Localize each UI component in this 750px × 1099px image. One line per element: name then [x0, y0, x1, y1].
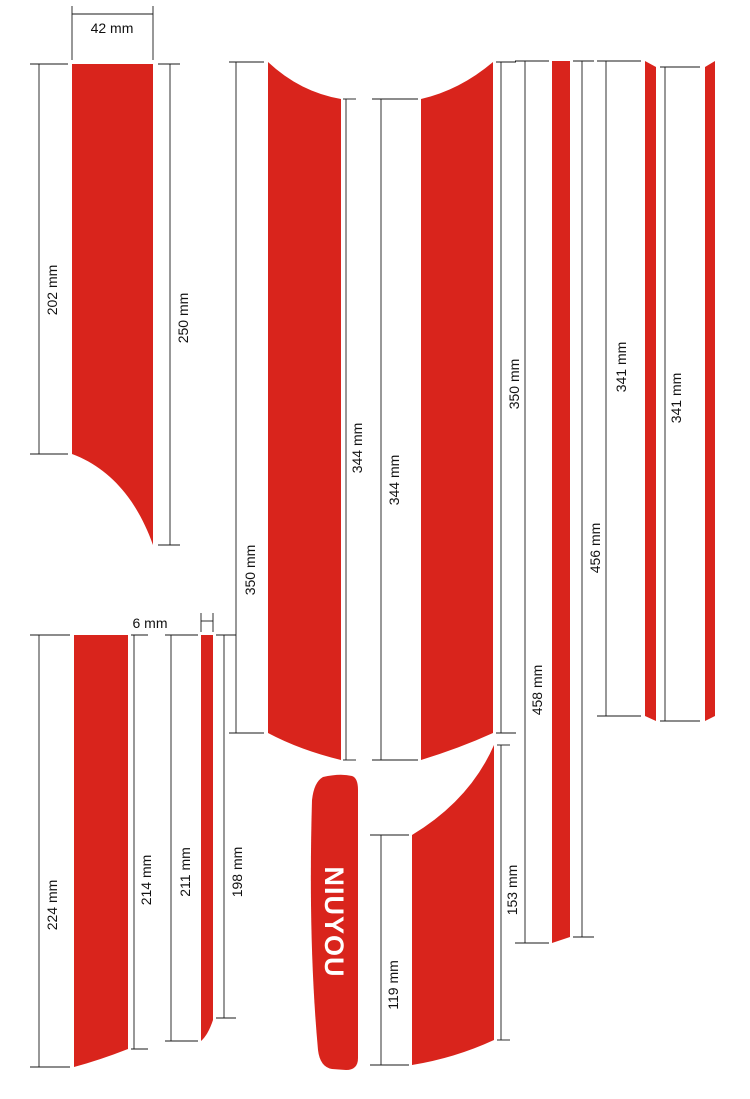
- dim-bottom-d: 198 mm: [229, 846, 245, 898]
- dim-bottom-c: 211 mm: [177, 847, 193, 897]
- decal-center-left: [268, 62, 341, 760]
- dim-bottom-width: 6 mm: [132, 615, 168, 631]
- dim-thin-strip-a: 341 mm: [613, 341, 629, 393]
- dim-center-right-inner: 344 mm: [386, 454, 402, 506]
- dim-center-left-inner: 344 mm: [349, 422, 365, 474]
- dim-bottom-b: 214 mm: [138, 854, 154, 906]
- dim-center-right-outer: 350 mm: [506, 358, 522, 410]
- dim-center-left-outer: 350 mm: [242, 544, 258, 596]
- dim-long-strip-left: 458 mm: [529, 664, 545, 716]
- dim-thin-strip-b: 341 mm: [668, 372, 684, 424]
- decal-bottom-thin-strip: [201, 635, 213, 1041]
- dim-long-strip-right: 456 mm: [587, 522, 603, 574]
- dim-piece1-right: 250 mm: [175, 292, 191, 344]
- dim-top-width: 42 mm: [90, 20, 134, 36]
- dim-bottom-a: 224 mm: [44, 879, 60, 931]
- decal-long-strip: [552, 61, 570, 943]
- decal-piece-top-left: [72, 64, 153, 545]
- decal-center-right: [421, 62, 493, 760]
- dim-piece1-left: 202 mm: [44, 264, 60, 316]
- decal-lower-right: [412, 745, 494, 1065]
- dim-lower-right-outer: 153 mm: [504, 864, 520, 916]
- decal-thin-strip-b: [705, 61, 715, 721]
- decal-thin-strip-a: [645, 61, 656, 721]
- brand-logo-text: NIUYOU: [319, 866, 349, 978]
- decal-bottom-left: [74, 635, 128, 1067]
- dim-lower-right-inner: 119 mm: [385, 960, 401, 1010]
